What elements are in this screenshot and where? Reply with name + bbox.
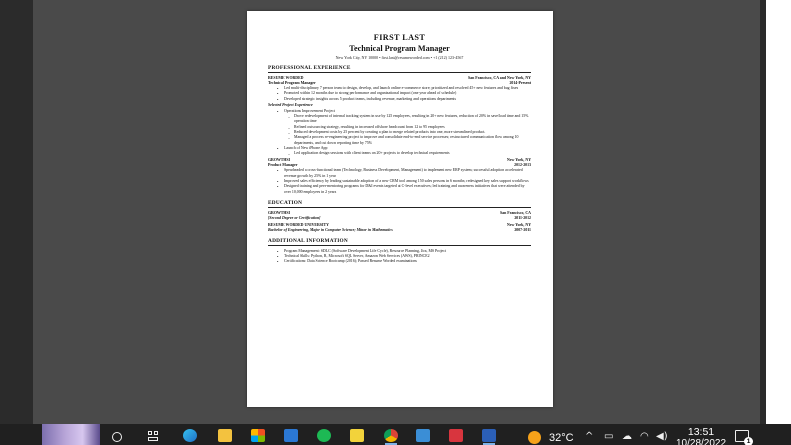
list-item: – Led application design sessions with client teams on 20+ projects to develop technical requirements — [268, 151, 531, 156]
word-icon[interactable] — [482, 429, 496, 442]
edu-location: New York, NY — [507, 222, 531, 227]
job-location: San Francisco, CA and New York, NY — [468, 75, 531, 80]
task-view-icon[interactable] — [148, 431, 159, 442]
volume-icon[interactable]: ◀) — [656, 431, 668, 442]
job-location: New York, NY — [507, 158, 531, 163]
list-item: • Spearheaded a cross-functional team (Technology, Business Development, Management) to implement new ERP system; successful adoption accelerated revenue growth by 25% in 1 year — [268, 168, 531, 179]
left-panel — [0, 0, 33, 424]
project-name: • Operations Improvement Project — [268, 109, 531, 114]
list-item: • Promoted within 12 months due to strong performance and organizational impact (one year ahead of schedule) — [268, 91, 531, 96]
search-icon[interactable] — [112, 432, 122, 442]
store-icon[interactable] — [251, 429, 265, 442]
list-item: • Designed training and peer-mentoring programs for D&I events targeted at C-level executives; led training and awareness initiatives that were attended by over 10,000 employees in 2 years — [268, 184, 531, 195]
job-company: RESUME WORDED — [268, 75, 304, 80]
job-company: GROWTHSI — [268, 158, 291, 163]
network-icon[interactable]: ▭ — [604, 431, 614, 442]
right-panel-edge — [766, 0, 791, 424]
list-item: • Led multi-disciplinary 7 person team to design, develop, and launch online e-commerce store; prioritized and resolved 45+ new features and bug fixes — [268, 86, 531, 91]
edu-location: San Francisco, CA — [499, 210, 531, 215]
resume-page — [247, 11, 553, 407]
list-item: – Refined outsourcing strategy, resulting in increased offshore headcount from 12 to 95 employees — [268, 125, 531, 130]
start-button[interactable] — [42, 424, 100, 445]
job-bullets — [268, 168, 531, 194]
list-item: • Program Management: SDLC (Software Development Life Cycle), Resource Planning, Jira, MS Project — [268, 249, 531, 254]
job-dates: 2012-2013 — [514, 163, 531, 168]
chevron-up-icon[interactable]: ^ — [585, 431, 594, 442]
list-item: • Improved sales efficiency by leading sustainable adoption of a new CRM tool among 150 sales persons in 6 months; redesigned key sales support workflows — [268, 179, 531, 184]
section-education: EDUCATION — [268, 200, 531, 208]
spotify-icon[interactable] — [317, 429, 331, 442]
mail-icon[interactable] — [284, 429, 298, 442]
edu-degree: [Second Degree or Certification] — [268, 215, 321, 220]
list-item: – Drove redevelopment of internal tracking system in use by 125 employees, resulting in 20+ new features, reduction of 20% in save/load time and 15% operation time — [268, 114, 531, 125]
selected-projects-heading: Selected Project Experience — [268, 103, 313, 108]
wifi-icon[interactable]: ◠ — [640, 431, 649, 442]
weather-icon[interactable] — [528, 431, 541, 444]
clock-date: 10/28/2022 — [676, 438, 727, 445]
edu-school: GROWTHSI — [268, 210, 291, 215]
clock-time: 13:51 — [687, 426, 715, 438]
list-item: • Certifications: Data Science Bootcamp (2016); Passed Resume Worded examinations — [268, 259, 531, 264]
weather-temperature[interactable]: 32°C — [549, 432, 574, 444]
list-item: – Reduced development costs by 25 percent by creating a plan to merge related products into one, more streamlined product. — [268, 130, 531, 135]
edu-degree: Bachelor of Engineering, Major in Computer Science; Minor in Mathematics — [268, 227, 393, 232]
resume-contact: New York City, NY 10000 • first.last@resumeworded.com • +1 (212) 123-4567 — [335, 55, 464, 60]
resume-role: Technical Program Manager — [349, 44, 450, 53]
job-bullets — [268, 86, 531, 102]
resume-name: FIRST LAST — [373, 33, 426, 42]
job-title: Technical Program Manager — [268, 80, 316, 85]
list-item: – Managed a process re-engineering project to improve and consolidate end-to-end service processes; restructured communication flow among 10 departments, and cut down reporting time by 75% — [268, 135, 531, 146]
onedrive-icon[interactable]: ☁ — [622, 431, 632, 442]
clock[interactable] — [676, 426, 726, 445]
edu-school: RESUME WORDED UNIVERSITY — [268, 222, 329, 227]
notification-badge: 1 — [744, 437, 753, 445]
edu-dates: 2011-2012 — [514, 215, 531, 220]
list-item: • Developed strategic insights across 5 product teams, including revenue, marketing and operations departments — [268, 97, 531, 102]
chrome-icon[interactable] — [384, 429, 398, 442]
additional-list — [268, 249, 531, 265]
list-item: • Technical Skills: Python, R, Microsoft SQL Server, Amazon Web Services (AWS), PRINCE2 — [268, 254, 531, 259]
edu-subheader — [268, 228, 531, 233]
sticky-notes-icon[interactable] — [350, 429, 364, 442]
photos-icon[interactable] — [416, 429, 430, 442]
job-title: Product Manager — [268, 163, 298, 168]
edge-icon[interactable] — [183, 429, 197, 442]
job-dates: 2014-Present — [509, 80, 531, 85]
project-details — [268, 114, 531, 146]
acrobat-icon[interactable] — [449, 429, 463, 442]
file-explorer-icon[interactable] — [218, 429, 232, 442]
project-name: • Launch of New iPhone App — [268, 146, 531, 151]
edu-dates: 2007-2011 — [514, 227, 531, 232]
section-experience: PROFESSIONAL EXPERIENCE — [268, 65, 531, 73]
project-details — [268, 151, 531, 156]
section-additional: ADDITIONAL INFORMATION — [268, 238, 531, 246]
